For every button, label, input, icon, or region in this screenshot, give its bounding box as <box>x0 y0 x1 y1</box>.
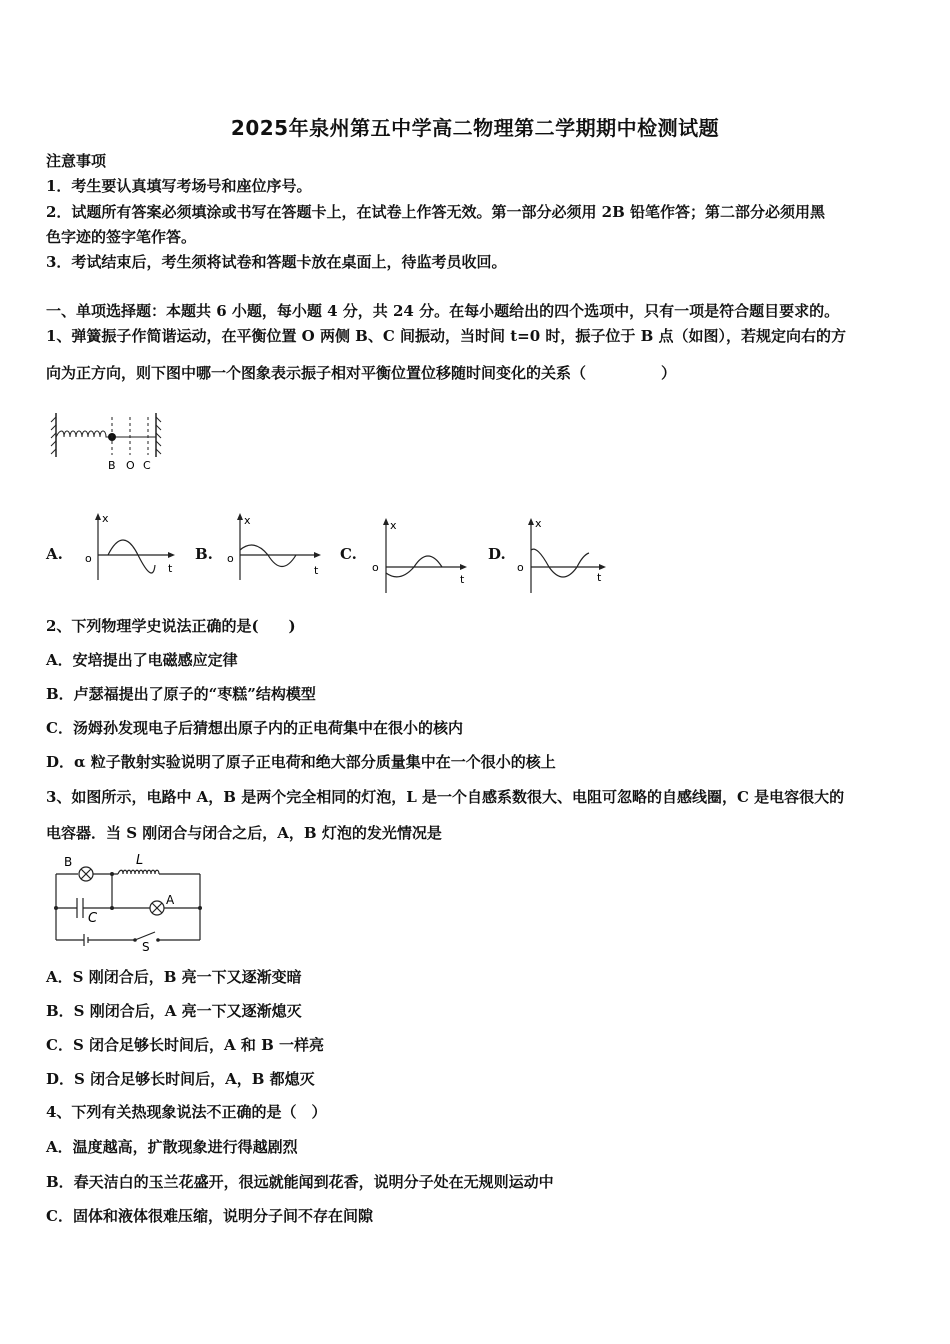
q3-stem-line1: 3、如图所示，电路中 A，B 是两个完全相同的灯泡，L 是一个自感系数很大、电阻可忽略的自感线圈，C 是电容很大的 <box>46 788 845 806</box>
svg-text:x: x <box>390 519 397 532</box>
label-c: C <box>143 459 151 472</box>
q1-option-c-label[interactable]: C. <box>340 545 357 563</box>
q1-option-b-graph[interactable] <box>222 510 327 589</box>
svg-text:C: C <box>88 911 98 926</box>
q1-stem-line1: 1、弹簧振子作简谐运动，在平衡位置 O 两侧 B、C 间振动，当时间 t=0 时，振子位于 B 点（如图），若规定向右的方 <box>46 327 847 345</box>
notice-heading: 注意事项 <box>46 152 107 170</box>
svg-text:o: o <box>85 552 92 565</box>
q1-option-d-graph[interactable] <box>513 515 613 599</box>
notice-item-2: 2．试题所有答案必须填涂或书写在答题卡上，在试卷上作答无效。第一部分必须用 2B 铅笔作答；第二部分必须用黑 <box>46 203 826 221</box>
q3-stem-line2: 电容器．当 S 刚闭合与闭合之后，A，B 灯泡的发光情况是 <box>46 824 442 842</box>
circuit-figure <box>50 852 210 956</box>
svg-text:o: o <box>372 561 379 574</box>
spring-oscillator-figure <box>48 405 168 479</box>
notice-item-2-cont: 色字迹的签字笔作答。 <box>46 228 197 246</box>
q2-option-c[interactable]: C．汤姆孙发现电子后猜想出原子内的正电荷集中在很小的核内 <box>46 719 463 737</box>
q1-option-d-label[interactable]: D. <box>488 545 506 563</box>
svg-text:t: t <box>597 571 602 584</box>
q4-option-b[interactable]: B．春天洁白的玉兰花盛开，很远就能闻到花香，说明分子处在无规则运动中 <box>46 1173 554 1191</box>
q3-option-c[interactable]: C．S 闭合足够长时间后，A 和 B 一样亮 <box>46 1036 324 1054</box>
q1-option-a-label[interactable]: A. <box>46 545 63 563</box>
q2-option-d[interactable]: D．α 粒子散射实验说明了原子正电荷和绝大部分质量集中在一个很小的核上 <box>46 753 556 771</box>
svg-text:x: x <box>535 517 542 530</box>
q1-stem-line2: 向为正方向，则下图中哪一个图象表示振子相对平衡位置位移随时间变化的关系（ ） <box>46 364 677 382</box>
svg-text:o: o <box>517 561 524 574</box>
q4-option-c[interactable]: C．固体和液体很难压缩，说明分子间不存在间隙 <box>46 1207 373 1225</box>
label-b: B <box>108 459 116 472</box>
q4-stem: 4、下列有关热现象说法不正确的是（ ） <box>46 1103 327 1121</box>
q2-stem: 2、下列物理学史说法正确的是( ) <box>46 617 296 635</box>
q4-option-a[interactable]: A．温度越高，扩散现象进行得越剧烈 <box>46 1138 298 1156</box>
svg-text:S: S <box>142 940 150 952</box>
q3-option-a[interactable]: A．S 刚闭合后，B 亮一下又逐渐变暗 <box>46 968 302 986</box>
svg-text:x: x <box>102 512 109 525</box>
svg-text:L: L <box>136 853 144 868</box>
q1-option-b-label[interactable]: B. <box>195 545 213 563</box>
svg-text:A: A <box>166 893 175 907</box>
q3-option-b[interactable]: B．S 刚闭合后，A 亮一下又逐渐熄灭 <box>46 1002 302 1020</box>
svg-text:t: t <box>168 562 173 575</box>
q1-option-a-graph[interactable] <box>80 510 180 589</box>
notice-item-3: 3．考试结束后，考生须将试卷和答题卡放在桌面上，待监考员收回。 <box>46 253 507 271</box>
svg-text:o: o <box>227 552 234 565</box>
notice-item-1: 1．考生要认真填写考场号和座位序号。 <box>46 177 312 195</box>
q2-option-a[interactable]: A．安培提出了电磁感应定律 <box>46 651 238 669</box>
q1-option-c-graph[interactable] <box>368 515 473 599</box>
q3-option-d[interactable]: D．S 闭合足够长时间后，A，B 都熄灭 <box>46 1070 315 1088</box>
svg-text:t: t <box>314 564 319 577</box>
page-title: 2025年泉州第五中学高二物理第二学期期中检测试题 <box>230 116 720 140</box>
section-heading: 一、单项选择题：本题共 6 小题，每小题 4 分，共 24 分。在每小题给出的四个选项中，只有一项是符合题目要求的。 <box>46 302 840 320</box>
label-o: O <box>126 459 135 472</box>
svg-text:x: x <box>244 514 251 527</box>
svg-text:t: t <box>460 573 465 586</box>
q2-option-b[interactable]: B．卢瑟福提出了原子的“枣糕”结构模型 <box>46 685 316 703</box>
svg-text:B: B <box>64 855 73 869</box>
